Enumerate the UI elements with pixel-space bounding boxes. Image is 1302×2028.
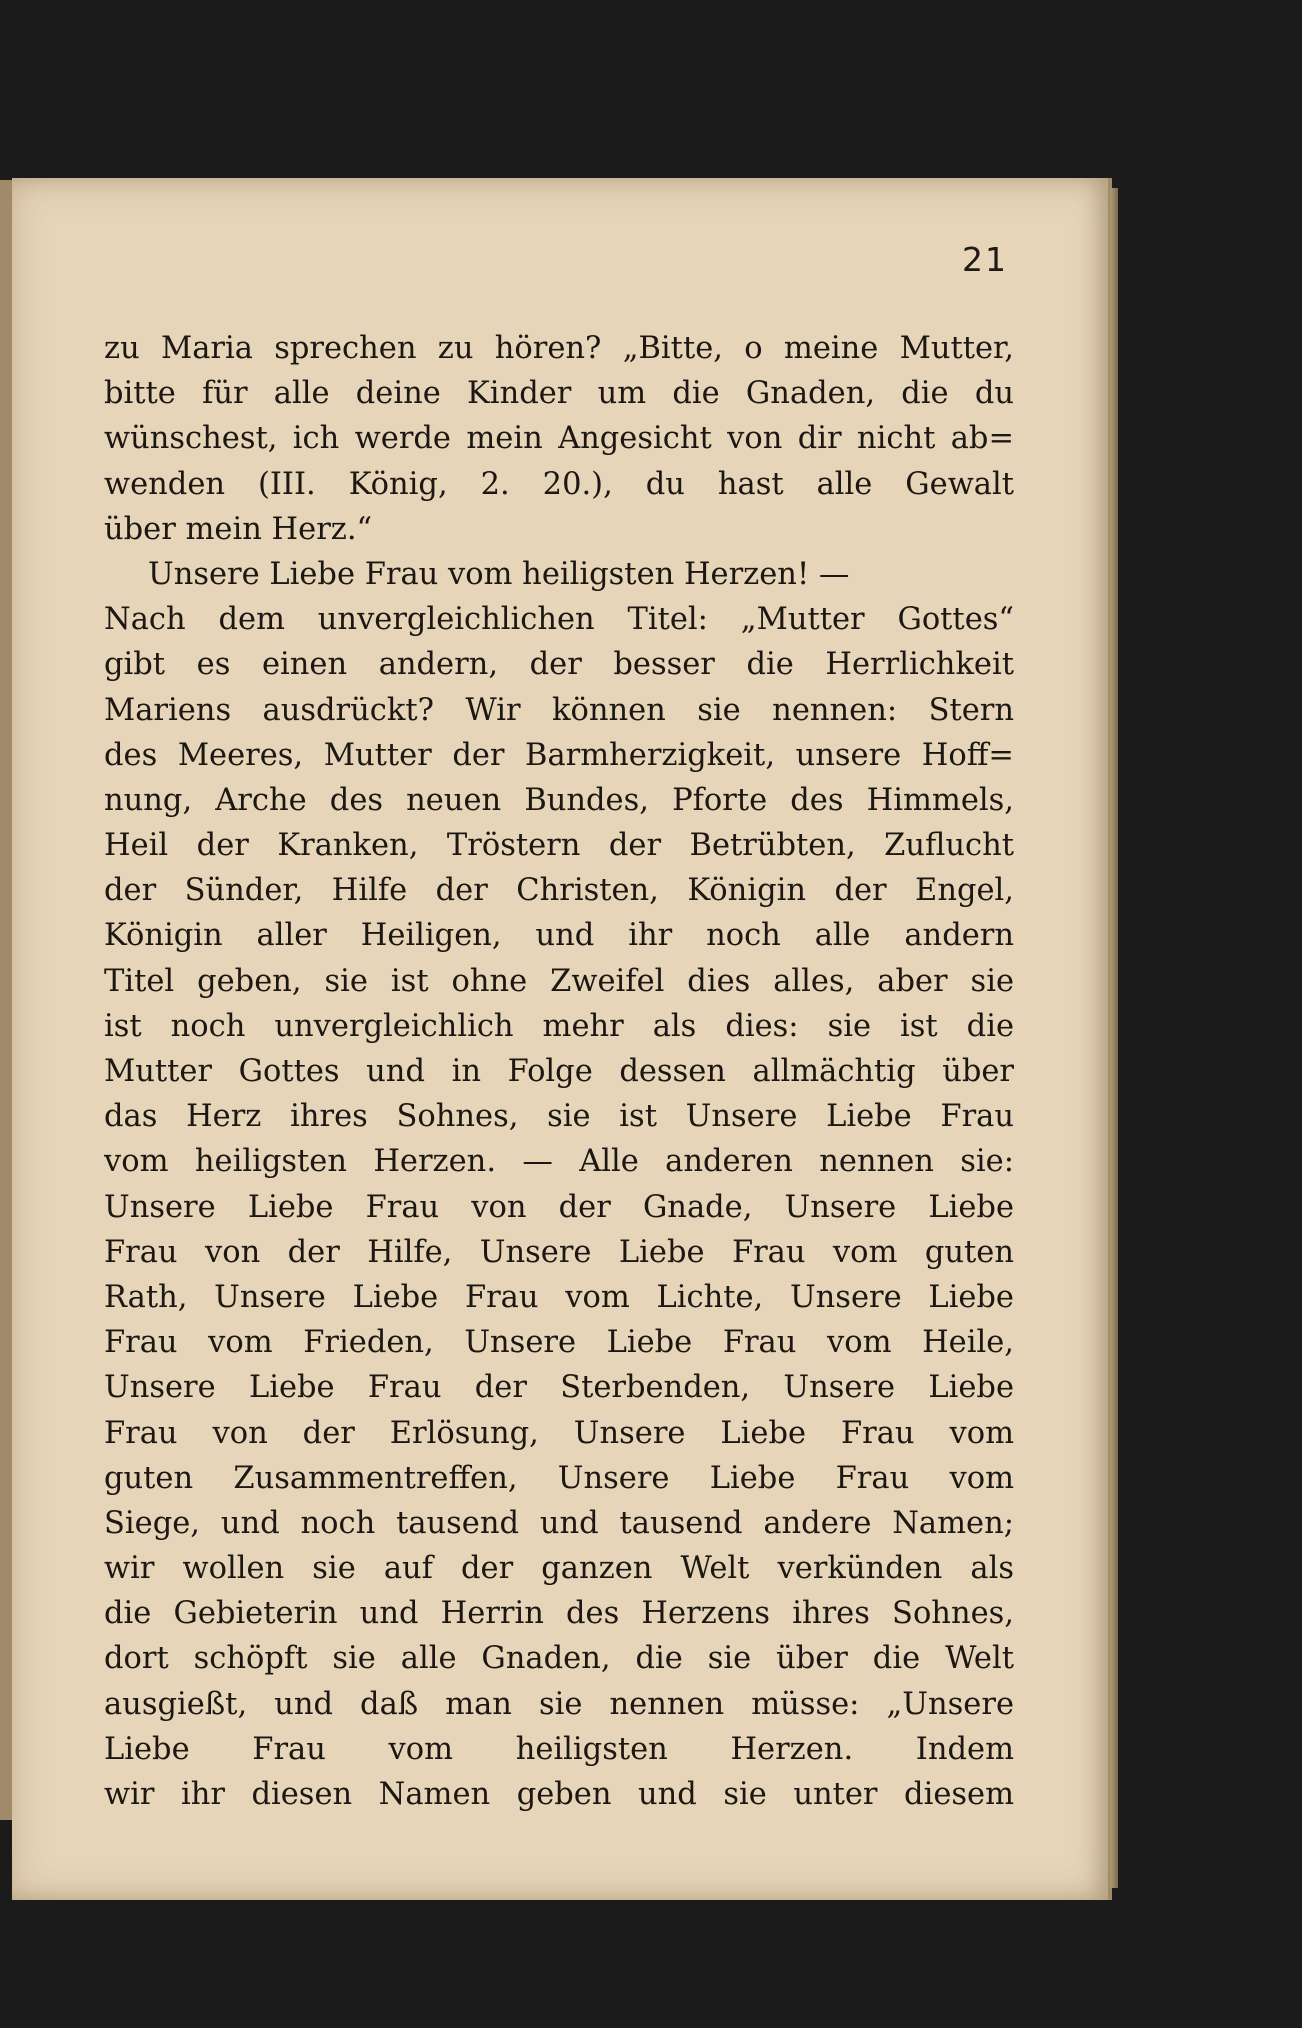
page-number: 21: [962, 240, 1008, 279]
text-line: Siege, und noch tausend und tausend andere Namen;: [104, 1505, 1014, 1541]
text-line: Nach dem unvergleichlichen Titel: „Mutter Gottes“: [104, 602, 1014, 638]
text-line: zu Maria sprechen zu hören? „Bitte, o meine Mutter,: [104, 331, 1014, 366]
text-line: Königin aller Heiligen, und ihr noch alle andern: [104, 918, 1014, 954]
text-line: des Meeres, Mutter der Barmherzigkeit, unsere Hoff=: [104, 737, 1014, 773]
text-line: wünschest, ich werde mein Angesicht von dir nicht ab=: [104, 421, 1014, 457]
text-line: guten Zusammentreffen, Unsere Liebe Frau vom: [104, 1460, 1014, 1496]
book-page: [12, 178, 1112, 1900]
text-line: Heil der Kranken, Tröstern der Betrübten, Zuflucht: [104, 828, 1014, 864]
text-line: wir wollen sie auf der ganzen Welt verkünden als: [104, 1551, 1014, 1587]
text-line: Frau von der Hilfe, Unsere Liebe Frau vom guten: [104, 1234, 1014, 1270]
text-line: Unsere Liebe Frau von der Gnade, Unsere Liebe: [104, 1189, 1014, 1225]
text-line: der Sünder, Hilfe der Christen, Königin der Engel,: [104, 873, 1014, 909]
text-line: das Herz ihres Sohnes, sie ist Unsere Liebe Frau: [104, 1099, 1014, 1135]
text-line: über mein Herz.“: [104, 511, 373, 547]
text-line: Mariens ausdrückt? Wir können sie nennen: Stern: [104, 692, 1014, 728]
text-line: wenden (III. König, 2. 20.), du hast alle Gewalt: [104, 466, 1014, 502]
text-line: vom heiligsten Herzen. — Alle anderen nennen sie:: [104, 1144, 1014, 1180]
text-line: ausgießt, und daß man sie nennen müsse: „Unsere: [104, 1686, 1014, 1722]
text-line: Liebe Frau vom heiligsten Herzen. Indem: [104, 1731, 1014, 1767]
text-line: Titel geben, sie ist ohne Zweifel dies alles, aber sie: [104, 963, 1014, 999]
text-line: gibt es einen andern, der besser die Herrlichkeit: [104, 647, 1014, 683]
text-line: ist noch unvergleichlich mehr als dies: sie ist die: [104, 1008, 1014, 1044]
text-line: Frau vom Frieden, Unsere Liebe Frau vom Heile,: [104, 1325, 1014, 1361]
text-line: Frau von der Erlösung, Unsere Liebe Frau vom: [104, 1415, 1014, 1451]
paragraph-heading-line: Unsere Liebe Frau vom heiligsten Herzen! —: [148, 556, 850, 592]
text-line: wir ihr diesen Namen geben und sie unter diesem: [104, 1777, 1014, 1812]
text-line: Mutter Gottes und in Folge dessen allmächtig über: [104, 1054, 1014, 1089]
body-text: [104, 326, 1014, 1817]
text-line: bitte für alle deine Kinder um die Gnaden, die du: [104, 376, 1014, 412]
text-line: Unsere Liebe Frau der Sterbenden, Unsere Liebe: [104, 1370, 1014, 1406]
text-line: Rath, Unsere Liebe Frau vom Lichte, Unsere Liebe: [104, 1279, 1014, 1315]
page-stack-edge: [1110, 188, 1118, 1888]
text-line: dort schöpft sie alle Gnaden, die sie über die Welt: [104, 1641, 1014, 1677]
text-line: nung, Arche des neuen Bundes, Pforte des Himmels,: [104, 782, 1014, 818]
text-line: die Gebieterin und Herrin des Herzens ihres Sohnes,: [104, 1596, 1014, 1632]
